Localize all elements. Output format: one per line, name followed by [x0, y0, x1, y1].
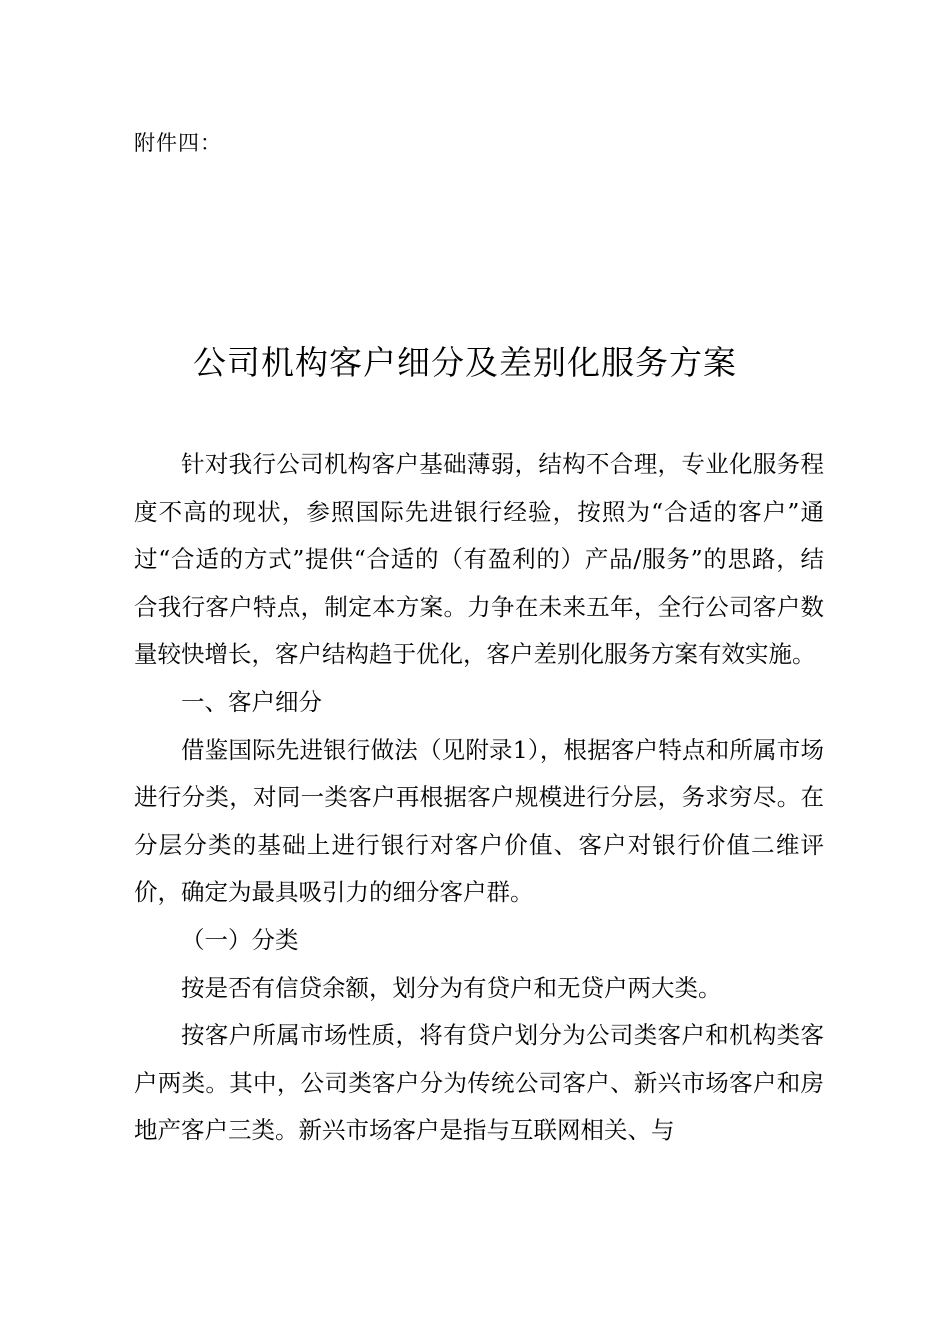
paragraph-segmentation: 借鉴国际先进银行做法（见附录1），根据客户特点和所属市场进行分类，对同一类客户再根据客户规模进行分层，务求穷尽。在分层分类的基础上进行银行对客户价值、客户对银行价值二维评价，确定为最具吸引力的细分客户群。	[134, 735, 824, 907]
attachment-label: 附件四：	[134, 131, 222, 155]
paragraph-intro: 针对我行公司机构客户基础薄弱，结构不合理，专业化服务程度不高的现状，参照国际先进银行经验，按照为“合适的客户”通过“合适的方式”提供“合适的（有盈利的）产品/服务”的思路，结合我行客户特点，制定本方案。力争在未来五年，全行公司客户数量较快增长，客户结构趋于优化，客户差别化服务方案有效实施。	[134, 450, 824, 669]
subsection-heading-classification: （一）分类	[181, 925, 299, 954]
paragraph-loan-classification: 按是否有信贷余额，划分为有贷户和无贷户两大类。	[181, 973, 722, 1002]
document-body	[134, 441, 824, 1155]
document-title: 公司机构客户细分及差别化服务方案	[193, 343, 737, 382]
section-heading-customer-segmentation: 一、客户细分	[181, 687, 322, 716]
paragraph-market-classification: 按客户所属市场性质，将有贷户划分为公司类客户和机构类客户两类。其中，公司类客户分为传统公司客户、新兴市场客户和房地产客户三类。新兴市场客户是指与互联网相关、与	[134, 1021, 824, 1145]
